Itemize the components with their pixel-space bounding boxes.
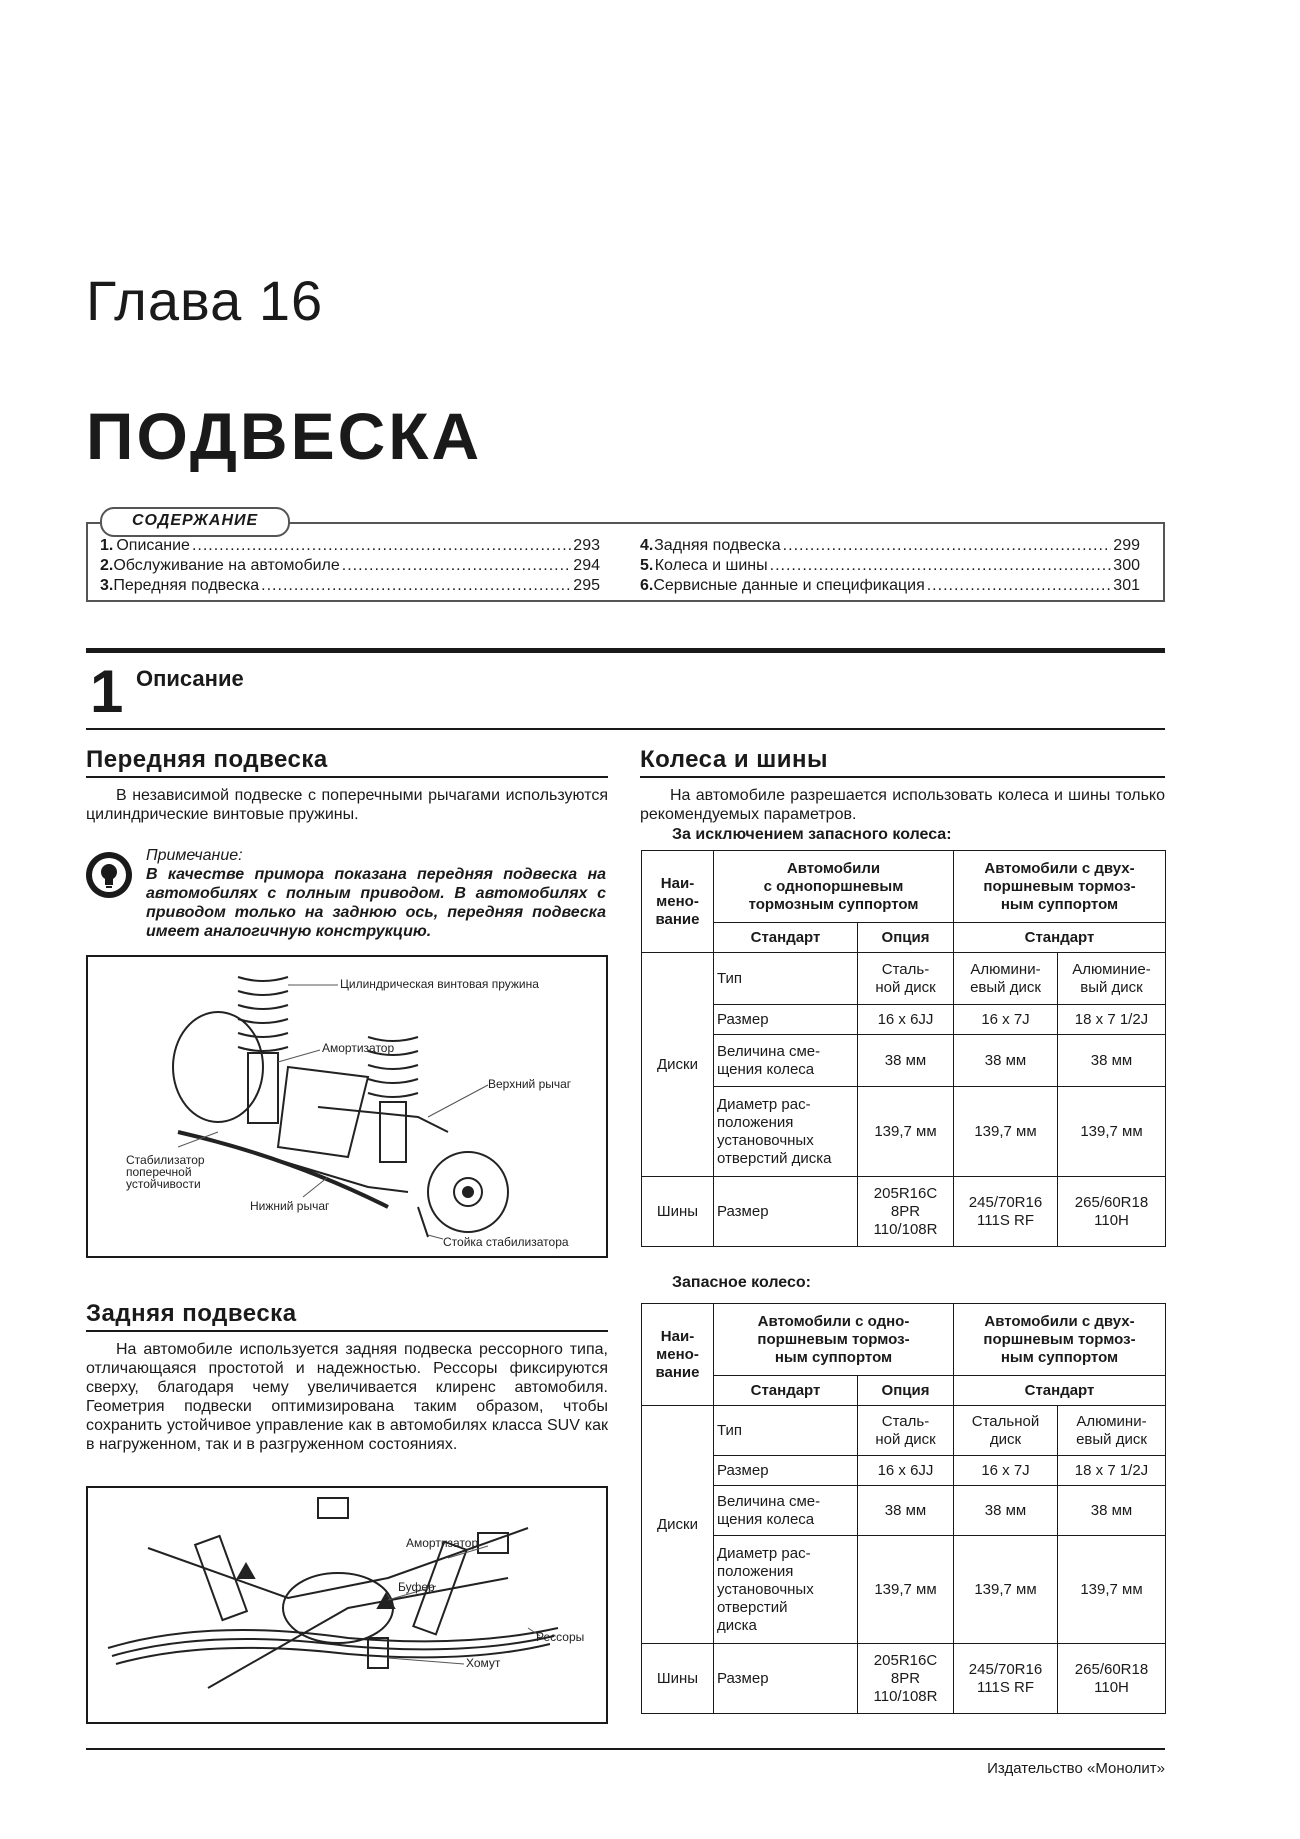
table-cell: Алюмини- евый диск	[954, 953, 1058, 1005]
table-cell: 18 x 7 1/2J	[1058, 1005, 1166, 1035]
rear-suspension-illustration	[88, 1488, 606, 1722]
table-cell: 16 x 6JJ	[858, 1005, 954, 1035]
table-cell: Величина сме- щения колеса	[714, 1035, 858, 1087]
toc-item[interactable]: 2. Обслуживание на автомобиле ..... 294	[100, 556, 600, 576]
table-cell: 139,7 мм	[954, 1087, 1058, 1177]
table-cell: Стальной диск	[954, 1406, 1058, 1456]
toc-item[interactable]: 5. Колеса и шины ..... 300	[640, 556, 1140, 576]
table-cell: Автомобили с двух- поршневым тормоз- ным суппортом	[954, 1304, 1166, 1376]
toc-item[interactable]: 3. Передняя подвеска ..... 295	[100, 576, 600, 596]
label-clamp: Хомут	[466, 1656, 501, 1670]
label-stabilizer-3: устойчивости	[126, 1177, 201, 1191]
table-cell: Размер	[714, 1456, 858, 1486]
label-upper-arm: Верхний рычаг	[488, 1077, 572, 1091]
wheels-tires-text: На автомобиле разрешается использовать колеса и шины только рекомендуемых параметров.	[640, 787, 1165, 823]
table-cell: Величина сме- щения колеса	[714, 1486, 858, 1536]
label-shock: Амортизатор	[322, 1041, 395, 1055]
front-suspension-heading: Передняя подвеска	[86, 746, 328, 773]
table-cell: 205R16C 8PR 110/108R	[858, 1177, 954, 1247]
label-stabilizer-2: поперечной	[126, 1165, 192, 1179]
table-cell: Размер	[714, 1177, 858, 1247]
table1-caption: За исключением запасного колеса:	[672, 826, 952, 843]
label-leaf-springs: Рессоры	[536, 1630, 585, 1644]
table-cell: Шины	[642, 1177, 714, 1247]
table-cell: 38 мм	[954, 1486, 1058, 1536]
label-coil-spring: Цилиндрическая винтовая пружина	[340, 977, 539, 991]
heading-rule	[86, 1330, 608, 1332]
table-cell: 205R16C 8PR 110/108R	[858, 1644, 954, 1714]
table-cell: 139,7 мм	[1058, 1087, 1166, 1177]
wheels-table-main	[641, 850, 1166, 1247]
section-rule-top	[86, 648, 1165, 653]
wheels-table-spare	[641, 1303, 1166, 1714]
table-cell: 265/60R18 110H	[1058, 1177, 1166, 1247]
table-cell: Автомобили с однопоршневым тормозным суппортом	[714, 851, 954, 923]
note-icon	[86, 852, 132, 898]
table-cell: Сталь- ной диск	[858, 953, 954, 1005]
rear-suspension-figure	[86, 1486, 608, 1724]
toc-label: СОДЕРЖАНИЕ	[100, 507, 290, 537]
label-bumper: Буфер	[398, 1580, 435, 1594]
table-cell: Опция	[858, 923, 954, 953]
footer-rule	[86, 1748, 1165, 1750]
table-cell: 139,7 мм	[858, 1087, 954, 1177]
wheels-tires-heading: Колеса и шины	[640, 746, 828, 773]
table-cell: 38 мм	[858, 1486, 954, 1536]
heading-rule	[640, 776, 1165, 778]
toc-item[interactable]: 6. Сервисные данные и спецификация ..... 301	[640, 576, 1140, 596]
table-cell: Размер	[714, 1005, 858, 1035]
note	[146, 846, 606, 941]
table-cell: Автомобили с двух- поршневым тормоз- ным суппортом	[954, 851, 1166, 923]
table-cell: Шины	[642, 1644, 714, 1714]
table-cell: Диаметр рас- положения установочных отверстий диска	[714, 1087, 858, 1177]
table-cell: 139,7 мм	[954, 1536, 1058, 1644]
table-cell: Размер	[714, 1644, 858, 1714]
table-cell: 38 мм	[858, 1035, 954, 1087]
table-cell: Алюминие- вый диск	[1058, 953, 1166, 1005]
table-cell: Тип	[714, 1406, 858, 1456]
table-cell: 38 мм	[954, 1035, 1058, 1087]
table-cell: 265/60R18 110H	[1058, 1644, 1166, 1714]
section-rule-bottom	[86, 728, 1165, 730]
label-rear-shock: Амортизатор	[406, 1536, 479, 1550]
rear-suspension-text: На автомобиле используется задняя подвеска рессорного типа, отличающаяся простотой и надежностью. Рессоры фиксируются сверху, благодаря чему увеличивается клиренс автомобиля. Геометрия подвески оптимизирована таким образом, чтобы сохранить устойчивое управление как в автомобилях класса SUV как в нагруженном, так и в разгруженном состояниях.	[86, 1341, 608, 1453]
table-cell: Сталь- ной диск	[858, 1406, 954, 1456]
note-body: В качестве примора показана передняя подвеска на автомобилях с полным приводом. В автомобилях с приводом только на заднюю ось, передняя подвеска имеет аналогичную конструкцию.	[146, 866, 606, 940]
table-cell: Стандарт	[714, 923, 858, 953]
toc-column-right	[640, 536, 1140, 596]
rear-suspension-heading: Задняя подвеска	[86, 1300, 297, 1327]
table-cell: Автомобили с одно- поршневым тормоз- ным суппортом	[714, 1304, 954, 1376]
label-stabilizer-link: Стойка стабилизатора	[443, 1235, 569, 1249]
table-cell: Опция	[858, 1376, 954, 1406]
table-cell: 16 x 7J	[954, 1005, 1058, 1035]
table-cell: 16 x 6JJ	[858, 1456, 954, 1486]
chapter-title: ПОДВЕСКА	[86, 399, 483, 473]
front-suspension-text: В независимой подвеске с поперечными рычагами используются цилиндрические винтовые пружины.	[86, 787, 608, 823]
table-cell: Диски	[642, 953, 714, 1177]
table-cell: Диски	[642, 1406, 714, 1644]
toc-column-left	[100, 536, 600, 596]
table-cell: Наи- мено- вание	[642, 1304, 714, 1406]
front-suspension-figure	[86, 955, 608, 1258]
section-title: Описание	[136, 666, 244, 691]
front-suspension-illustration	[88, 957, 606, 1256]
table-cell: Тип	[714, 953, 858, 1005]
table-cell: 38 мм	[1058, 1486, 1166, 1536]
table-cell: 245/70R16 111S RF	[954, 1644, 1058, 1714]
label-stabilizer-1: Стабилизатор	[126, 1153, 205, 1167]
table-cell: 16 x 7J	[954, 1456, 1058, 1486]
toc-item[interactable]: 4. Задняя подвеска ..... 299	[640, 536, 1140, 556]
table-cell: 139,7 мм	[1058, 1536, 1166, 1644]
table2-caption: Запасное колесо:	[672, 1274, 811, 1291]
table-cell: 139,7 мм	[858, 1536, 954, 1644]
table-cell: Диаметр рас- положения установочных отверстий диска	[714, 1536, 858, 1644]
table-cell: Наи- мено- вание	[642, 851, 714, 953]
chapter-number: Глава 16	[86, 269, 324, 332]
heading-rule	[86, 776, 608, 778]
label-lower-arm: Нижний рычаг	[250, 1199, 330, 1213]
table-cell: Стандарт	[954, 923, 1166, 953]
table-cell: 245/70R16 111S RF	[954, 1177, 1058, 1247]
publisher: Издательство «Монолит»	[987, 1760, 1165, 1777]
table-cell: Стандарт	[954, 1376, 1166, 1406]
table-cell: Алюмини- евый диск	[1058, 1406, 1166, 1456]
table-cell: Стандарт	[714, 1376, 858, 1406]
note-title: Примечание:	[146, 847, 243, 864]
table-cell: 18 x 7 1/2J	[1058, 1456, 1166, 1486]
section-number: 1	[90, 658, 124, 725]
table-cell: 38 мм	[1058, 1035, 1166, 1087]
toc-item[interactable]: 1. Описание ..... 293	[100, 536, 600, 556]
